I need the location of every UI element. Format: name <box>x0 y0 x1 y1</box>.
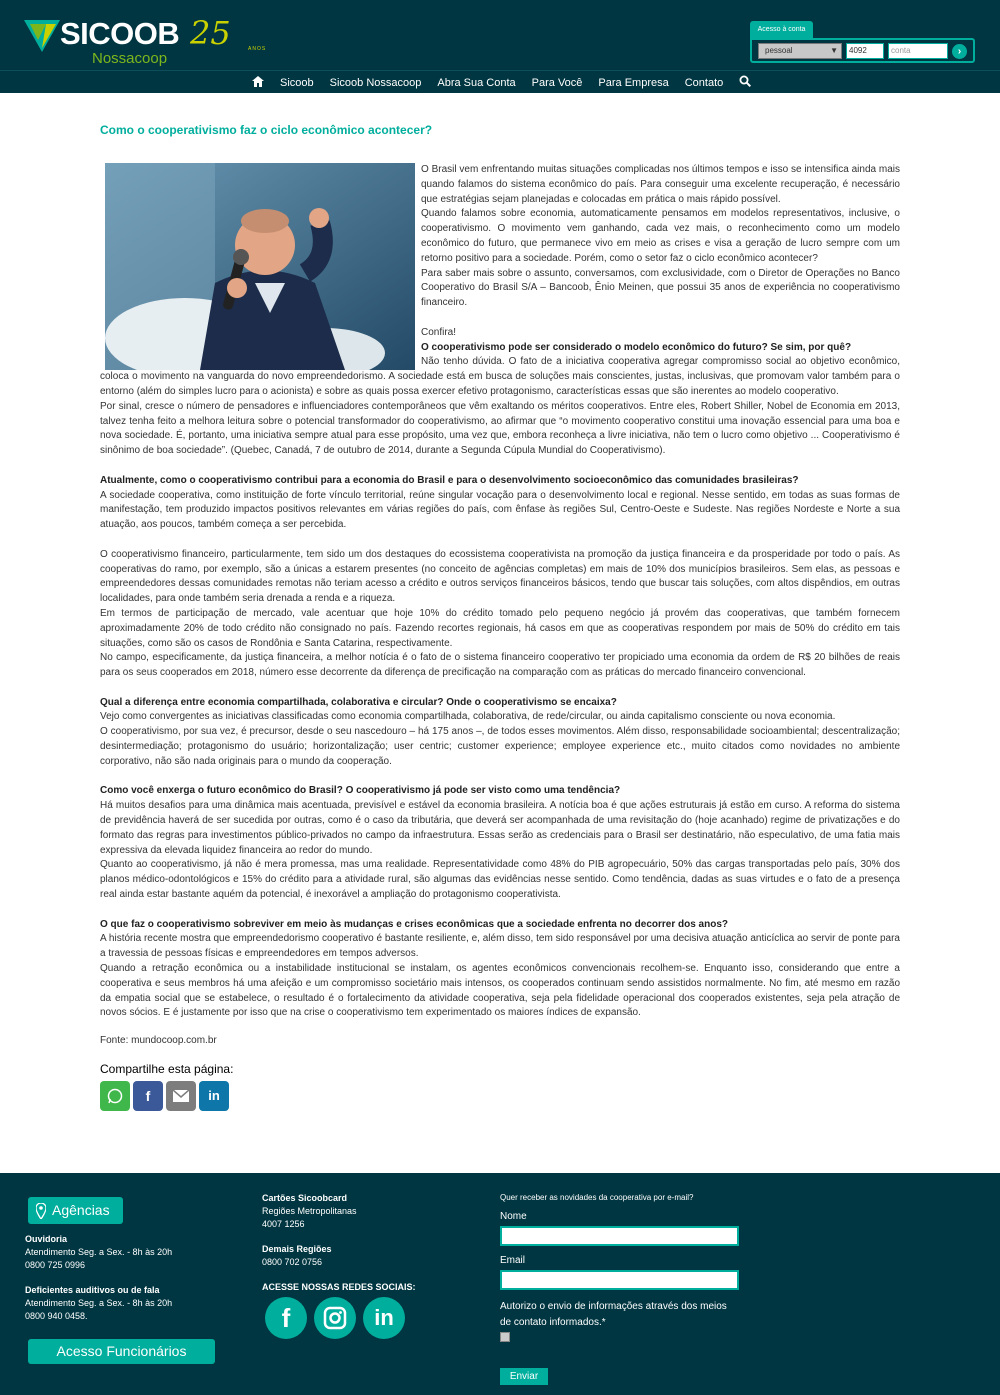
chevron-down-icon: ▼ <box>830 46 838 55</box>
linkedin-social-link[interactable] <box>363 1297 405 1339</box>
page-title: Como o cooperativismo faz o ciclo econômico acontecer? <box>100 123 433 137</box>
logo-wordmark: SICOOB <box>60 16 180 51</box>
answer-2-p2: O cooperativismo financeiro, particularmente, tem sido um dos destaques do ecossistema cooperativista na promoção da justiça financeira e da prosperidade por todo o país. As cooperativas do ramo, por exemplo, são a únicas a estarem presentes (no conceito de agências completas) em mais de 10% dos municípios brasileiros. Sem elas, as pessoas e empreendedores dessas comunidades remotas não teriam acesso a crédito e outros serviços financeiros básicos, tendo que buscar tais soluções, com altos dispêndios, em outras localidades, para onde também seria drenada a renda e a riqueza. <box>100 548 900 605</box>
account-type-select[interactable] <box>758 43 842 59</box>
nav-item-contato[interactable]: Contato <box>684 76 724 89</box>
newsletter-title: Quer receber as novidades da cooperativa por e-mail? <box>500 1193 694 1202</box>
nav-item-para-empresa[interactable]: Para Empresa <box>598 76 669 89</box>
question-5: O que faz o cooperativismo sobreviver em meio às mudanças e crises econômicas que a sociedade enfrenta no decorrer dos anos? <box>100 918 729 930</box>
deficientes-info: Deficientes auditivos ou de fala Atendimento Seg. a Sex. - 8h às 20h 0800 940 0458. <box>25 1285 173 1321</box>
demais-regioes-info: Demais Regiões 0800 702 0756 <box>262 1244 332 1267</box>
nav-item-sicoob[interactable]: Sicoob <box>280 76 314 89</box>
login-submit-button[interactable] <box>952 44 967 59</box>
consent-label: Autorizo o envio de informações através dos meios de contato informados.* <box>500 1301 727 1328</box>
site-header <box>0 0 1000 93</box>
site-footer <box>0 1173 1000 1395</box>
login-box <box>750 38 975 63</box>
linkedin-icon: in <box>208 1088 220 1104</box>
share-label: Compartilhe esta página: <box>100 1062 234 1077</box>
whatsapp-share-button[interactable] <box>100 1081 130 1111</box>
sicoob-logo-icon <box>24 20 60 52</box>
facebook-icon: f <box>281 1303 291 1333</box>
consent-checkbox[interactable] <box>500 1332 510 1342</box>
answer-2-p3: Em termos de participação de mercado, vale acentuar que hoje 10% do crédito tomado pelo pequeno negócio já provém das cooperativas, que também fornecem aproximadamente 20% de todo crédito não consignado no país. Fazendo recortes regionais, há casos em que as cooperativas respondem por mais de 50% do crédito em tais situações, como são os casos de Rondônia e Santa Catarina, respectivamente. <box>100 607 900 649</box>
envelope-icon <box>173 1090 189 1102</box>
question-3: Qual a diferença entre economia compartilhada, colaborativa e circular? Onde o cooperativismo se encaixa? <box>100 696 617 708</box>
answer-1-p2: Por sinal, cresce o número de pensadores e influenciadores contemporâneos que vêm exaltando os méritos cooperativos. Entre eles, Robert Shiller, Nobel de Economia em 2013, talvez tenha feito a melhora leitura sobre o potencial transformador do cooperativismo, ao afirmar que “o movimento cooperativo constitui uma inovação essencial para uma boa e nova sociedade. É, portanto, uma iniciativa sempre atual para esse propósito, uma vez que, embora reconheça a livre iniciativa, não tem o lucro como objetivo ... Cooperativismo é sinônimo de boa sociedade”. (Quebec, Canadá, 7 de outubro de 2014, durante a Segunda Cúpula Mundial do Cooperativismo). <box>100 400 900 457</box>
nome-label: Nome <box>500 1211 527 1222</box>
facebook-icon: f <box>145 1088 151 1105</box>
account-input[interactable]: conta <box>888 43 948 59</box>
acesso-funcionarios-button[interactable]: Acesso Funcionários <box>28 1339 215 1364</box>
article-confira: Confira! <box>421 326 457 338</box>
question-1: O cooperativismo pode ser considerado o modelo econômico do futuro? Se sim, por quê? <box>421 341 852 353</box>
answer-5-p2: Quando a retração econômica ou a instabilidade institucional se instalam, os agentes econômicos convencionais recolhem-se. Enquanto isso, considerando que entre a cooperativa e seus membros há uma afeição e um compromisso societário mais intensos, os cooperados continuam sendo assistidos normalmente. No fim, até mesmo em razão da empatia social que se estabelece, o resultado é o fortalecimento da atividade cooperativa, seja pela fidelidade operacional dos cooperados existentes, seja pela atração de novos sócios. E é justamente por isso que na crise o cooperativismo tem experimentado os maiores índices de expansão. <box>100 963 900 1019</box>
facebook-share-button[interactable] <box>133 1081 163 1111</box>
account-type-value: pessoal <box>765 46 793 55</box>
account-login <box>750 21 975 63</box>
article-source: Fonte: mundocoop.com.br <box>100 1035 217 1047</box>
answer-4-p2: Quanto ao cooperativismo, já não é mera promessa, mas uma realidade. Representatividade como 48% do PIB agropecuário, 50% das cargas transportadas pelo país, 30% dos planos médico-odontológicos e 15% do crédito para a atividade rural, são algumas das evidências nesse sentido. Como tendência, dadas as suas virtudes e o fato de a presença real ainda estar bastante aquém da potencial, é inexorável a ampliação do protagonismo cooperativista. <box>100 859 900 901</box>
answer-3-p1: Vejo como convergentes as iniciativas classificadas como economia compartilhada, colaborativa, de rede/circular, ou ainda capitalismo consciente ou nova economia. <box>100 711 836 723</box>
nav-item-para-voce[interactable]: Para Você <box>531 76 583 89</box>
nome-input[interactable] <box>500 1226 739 1246</box>
instagram-icon <box>323 1306 347 1330</box>
redes-title: ACESSE NOSSAS REDES SOCIAIS: <box>262 1282 416 1292</box>
ouvidoria-info: Ouvidoria Atendimento Seg. a Sex. - 8h às 20h 0800 725 0996 <box>25 1234 173 1270</box>
article <box>100 123 900 1111</box>
answer-4-p1: Há muitos desafios para uma dinâmica mais acentuada, previsível e estável da economia brasileira. A notícia boa é que ações estruturais já estão em curso. A reforma do sistema de previdência haverá de ser sucedida por outras, como é o caso da tributária, que deverá ser acompanhada de uma revisitação do (hoje acanhado) regime de privatizações e do formato das regras para investimentos público-privados no campo da infraestrutura. Essas serão as credenciais para o Brasil ser destinatário, não especulativo, de uma fatia mais expressiva da elevada liquidez financeira ao redor do mundo. <box>100 800 900 856</box>
agency-input[interactable]: 4092 <box>846 43 884 59</box>
map-pin-icon <box>36 1201 46 1228</box>
answer-1-p1: Não tenho dúvida. O fato de a iniciativa cooperativa agregar compromisso social ao objetivo econômico, coloca o movimento na vanguarda do novo empreendedorismo. A sociedade está em busca de soluções mais conscientes, justas, inclusivas, que promovam valor também para o entorno (além do simples lucro para o acionista) e sobre as quais possa exercer efetivo protagonismo, características essas que são inerentes ao modelo cooperativo. <box>100 356 900 397</box>
logo-subtitle: Nossacoop <box>92 50 168 67</box>
search-icon[interactable] <box>739 75 751 90</box>
answer-2-p4: No campo, especificamente, da justiça financeira, a melhor notícia é o fato de o sistema financeiro cooperativo ter propiciado uma economia da ordem de R$ 20 bilhões de reais para os seus cooperados em 2018, número esse decorrente da diferença de precificação na comparação com as práticas do mercado financeiro convencional. <box>100 652 900 679</box>
email-label: Email <box>500 1255 526 1266</box>
login-tab[interactable]: Acesso à conta <box>750 21 813 38</box>
agencias-button[interactable] <box>28 1197 123 1224</box>
answer-2-p1: A sociedade cooperativa, como instituição de forte vínculo territorial, reúne singular vocação para o desenvolvimento local e regional. Nesse sentido, em todas as suas formas de manifestação, tem produzido impactos positivos relevantes em várias regiões do país, com ênfase às regiões Sul, Centro-Oeste e Sudeste. Nas regiões Nordeste e Norte a sua atuação, aos poucos, também começa a ser percebida. <box>100 489 900 531</box>
answer-3-p2: O cooperativismo, por sua vez, é precursor, desde o seu nascedouro – há 175 anos –, de todos esses movimentos. Além disso, responsabilidade socioambiental; descentralização; desintermediação; protagonismo do usuário; horizontalização; user centric; customer experience; employee experience etc., muito citados como novidades no ambiente corporativo, não são nada originais para o mundo da cooperação. <box>100 726 900 767</box>
share-buttons <box>100 1081 900 1111</box>
article-photo <box>105 163 415 370</box>
answer-5-p1: A história recente mostra que empreendedorismo cooperativo é bastante resiliente, e, além disso, tem sido responsável por uma decisiva atuação anticíclica ao servir de ponte para a travessia de pessoas físicas e empreendedores em tempos adversos. <box>100 933 900 960</box>
anniversary-number: 25 <box>190 14 231 52</box>
home-icon[interactable] <box>252 76 264 90</box>
arrow-right-icon: › <box>957 46 962 57</box>
instagram-social-link[interactable] <box>314 1297 356 1339</box>
nav-item-sicoob-nossacoop[interactable]: Sicoob Nossacoop <box>329 76 422 89</box>
anniversary-label: ANOS <box>248 46 267 52</box>
whatsapp-icon <box>107 1088 123 1104</box>
email-share-button[interactable] <box>166 1081 196 1111</box>
article-intro-1: O Brasil vem enfrentando muitas situações complicadas nos últimos tempos e isso se intensifica ainda mais quando falamos do sistema econômico do país. Para conseguir uma excelente recuperação, é necessário que estratégias sejam planejadas e colocadas em prática o mais rápido possível. <box>421 164 900 205</box>
sicoob-logo[interactable] <box>24 16 180 70</box>
anniversary-badge <box>190 14 268 58</box>
facebook-social-link[interactable] <box>265 1297 307 1339</box>
article-intro-2: Quando falamos sobre economia, automaticamente pensamos em modelos representativos, inclusive, o cooperativismo. O movimento vem ganhando, cada vez mais, o reconhecimento como um modelo econômico do futuro, que permanece vivo em meio as crises e visa a geração de lucro sempre com um retorno positivo para a sociedade. Porém, como o setor faz o ciclo econômico acontecer? <box>421 208 900 264</box>
question-4: Como você enxerga o futuro econômico do Brasil? O cooperativismo já pode ser visto como uma tendência? <box>100 785 621 797</box>
question-2: Atualmente, como o cooperativismo contribui para a economia do Brasil e para o desenvolvimento socioeconômico das comunidades brasileiras? <box>100 474 799 486</box>
nav-item-abra-sua-conta[interactable]: Abra Sua Conta <box>437 76 516 89</box>
agencias-label: Agências <box>52 1202 110 1218</box>
article-intro-3: Para saber mais sobre o assunto, conversamos, com exclusividade, com o Diretor de Operações no Banco Cooperativo do Brasil S/A – Bancoob, Ênio Meinen, que possui 35 anos de experiência no cooperativismo financeiro. <box>421 267 900 309</box>
submit-button[interactable]: Enviar <box>500 1368 548 1385</box>
email-input[interactable] <box>500 1270 739 1290</box>
main-nav <box>0 70 1000 93</box>
cartoes-info: Cartões Sicoobcard Regiões Metropolitanas 4007 1256 <box>262 1193 357 1229</box>
linkedin-share-button[interactable] <box>199 1081 229 1111</box>
linkedin-icon: in <box>374 1305 394 1330</box>
